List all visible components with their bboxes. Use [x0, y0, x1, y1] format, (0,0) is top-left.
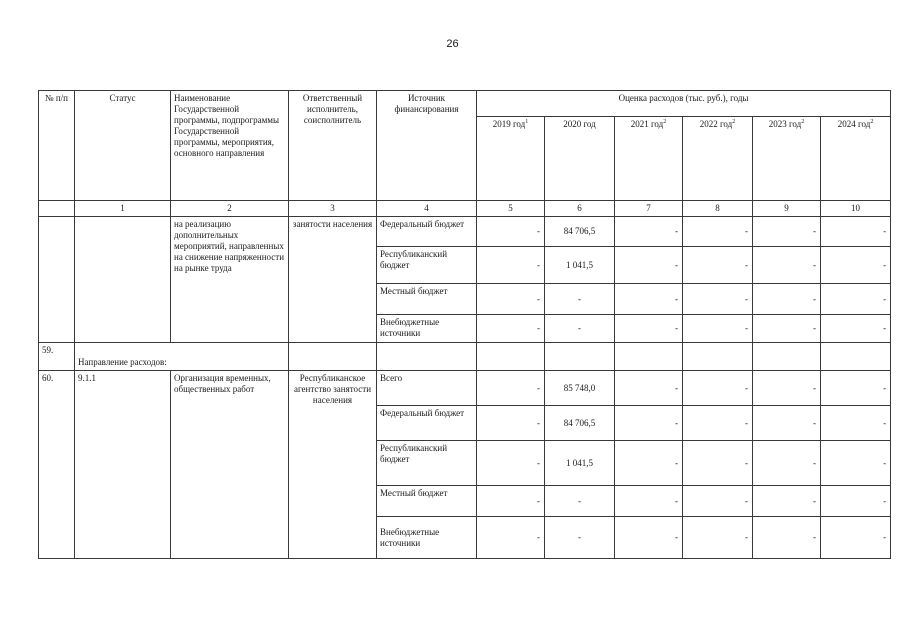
cell-value: - [821, 406, 891, 441]
table-row [39, 217, 891, 247]
cell-value: - [821, 217, 891, 247]
header-name: Наименование Государственной программы, подпрограммы Государственной программы, мероприятия, основного направления [171, 91, 289, 201]
cell-value: - [753, 217, 821, 247]
column-index-row [39, 201, 891, 217]
cell-value: - [615, 315, 683, 343]
header-num: № п/п [39, 91, 75, 201]
cell-value: - [753, 371, 821, 406]
cell-num [39, 217, 75, 343]
header-row [39, 91, 891, 117]
header-year-2021: 2021 год$^2$ [615, 117, 683, 201]
cell-value: - [615, 217, 683, 247]
table-row-59 [39, 343, 891, 371]
cell-empty [477, 343, 545, 371]
cell-value: - [477, 406, 545, 441]
cell-value: - [477, 486, 545, 517]
budget-table [38, 90, 891, 559]
cell-value: - [683, 284, 753, 315]
cell-value: - [545, 486, 615, 517]
cell-source: Федеральный бюджет [377, 406, 477, 441]
header-source: Источник финансирования [377, 91, 477, 201]
col-index: 1 [75, 201, 171, 217]
header-year-2023: 2023 год$^2$ [753, 117, 821, 201]
col-index: 2 [171, 201, 289, 217]
cell-status [75, 217, 171, 343]
cell-empty [545, 343, 615, 371]
cell-value: - [615, 371, 683, 406]
table-row-60 [39, 371, 891, 406]
col-index: 8 [683, 201, 753, 217]
cell-value: - [477, 247, 545, 284]
col-index: 5 [477, 201, 545, 217]
cell-value: - [615, 486, 683, 517]
cell-value: - [615, 284, 683, 315]
header-estimate: Оценка расходов (тыс. руб.), годы [477, 91, 891, 117]
cell-value: - [821, 247, 891, 284]
cell-value: - [683, 406, 753, 441]
cell-value: - [545, 517, 615, 559]
header-status: Статус [75, 91, 171, 201]
cell-value: - [821, 517, 891, 559]
cell-value: - [753, 406, 821, 441]
cell-value: - [753, 486, 821, 517]
cell-value: - [477, 217, 545, 247]
cell-value: - [683, 217, 753, 247]
cell-value: 1 041,5 [545, 247, 615, 284]
col-index: 3 [289, 201, 377, 217]
header-year-2019: 2019 год$^1$ [477, 117, 545, 201]
cell-value: - [821, 315, 891, 343]
section-title: Направление расходов: [75, 343, 289, 371]
cell-value: 1 041,5 [545, 441, 615, 486]
cell-value: - [477, 284, 545, 315]
cell-value: - [615, 406, 683, 441]
cell-value: - [615, 441, 683, 486]
cell-executor: занятости населения [289, 217, 377, 343]
col-index-empty [39, 201, 75, 217]
cell-source: Местный бюджет [377, 486, 477, 517]
col-index: 9 [753, 201, 821, 217]
cell-value: - [477, 371, 545, 406]
cell-source: Всего [377, 371, 477, 406]
cell-source: Федеральный бюджет [377, 217, 477, 247]
cell-source: Местный бюджет [377, 284, 477, 315]
header-year-2024: 2024 год$^2$ [821, 117, 891, 201]
cell-value: - [615, 517, 683, 559]
cell-empty [289, 343, 377, 371]
cell-value: - [821, 371, 891, 406]
cell-value: - [683, 441, 753, 486]
cell-value: - [683, 247, 753, 284]
col-index: 10 [821, 201, 891, 217]
cell-value: - [683, 371, 753, 406]
cell-empty [821, 343, 891, 371]
cell-status: 9.1.1 [75, 371, 171, 559]
cell-value: - [753, 284, 821, 315]
col-index: 7 [615, 201, 683, 217]
col-index: 4 [377, 201, 477, 217]
cell-value: - [545, 284, 615, 315]
cell-empty [753, 343, 821, 371]
cell-source: Республиканский бюджет [377, 441, 477, 486]
cell-value: - [753, 247, 821, 284]
cell-empty [377, 343, 477, 371]
cell-value: - [753, 441, 821, 486]
cell-value: - [615, 247, 683, 284]
cell-value: - [683, 517, 753, 559]
page-number: 26 [446, 38, 459, 50]
cell-value: - [545, 315, 615, 343]
cell-value: - [683, 486, 753, 517]
cell-value: - [821, 284, 891, 315]
cell-value: 84 706,5 [545, 406, 615, 441]
cell-source: Внебюджетные источники [377, 315, 477, 343]
cell-value: - [477, 441, 545, 486]
cell-source: Внебюджетные источники [377, 517, 477, 559]
cell-value: - [753, 315, 821, 343]
cell-value: - [821, 441, 891, 486]
cell-value: 85 748,0 [545, 371, 615, 406]
cell-num: 59. [39, 343, 75, 371]
cell-value: - [753, 517, 821, 559]
cell-source: Республиканский бюджет [377, 247, 477, 284]
cell-value: - [477, 315, 545, 343]
cell-value: - [477, 517, 545, 559]
header-executor: Ответственный исполнитель, соисполнитель [289, 91, 377, 201]
cell-empty [615, 343, 683, 371]
cell-empty [683, 343, 753, 371]
cell-value: - [821, 486, 891, 517]
cell-name: Организация временных, общественных работ [171, 371, 289, 559]
cell-executor: Республиканское агентство занятости населения [289, 371, 377, 559]
cell-num: 60. [39, 371, 75, 559]
col-index: 6 [545, 201, 615, 217]
cell-value: 84 706,5 [545, 217, 615, 247]
header-year-2020: 2020 год [545, 117, 615, 201]
cell-name: на реализацию дополнительных мероприятий, направленных на снижение напряженности на рынке труда [171, 217, 289, 343]
header-year-2022: 2022 год$^2$ [683, 117, 753, 201]
cell-value: - [683, 315, 753, 343]
